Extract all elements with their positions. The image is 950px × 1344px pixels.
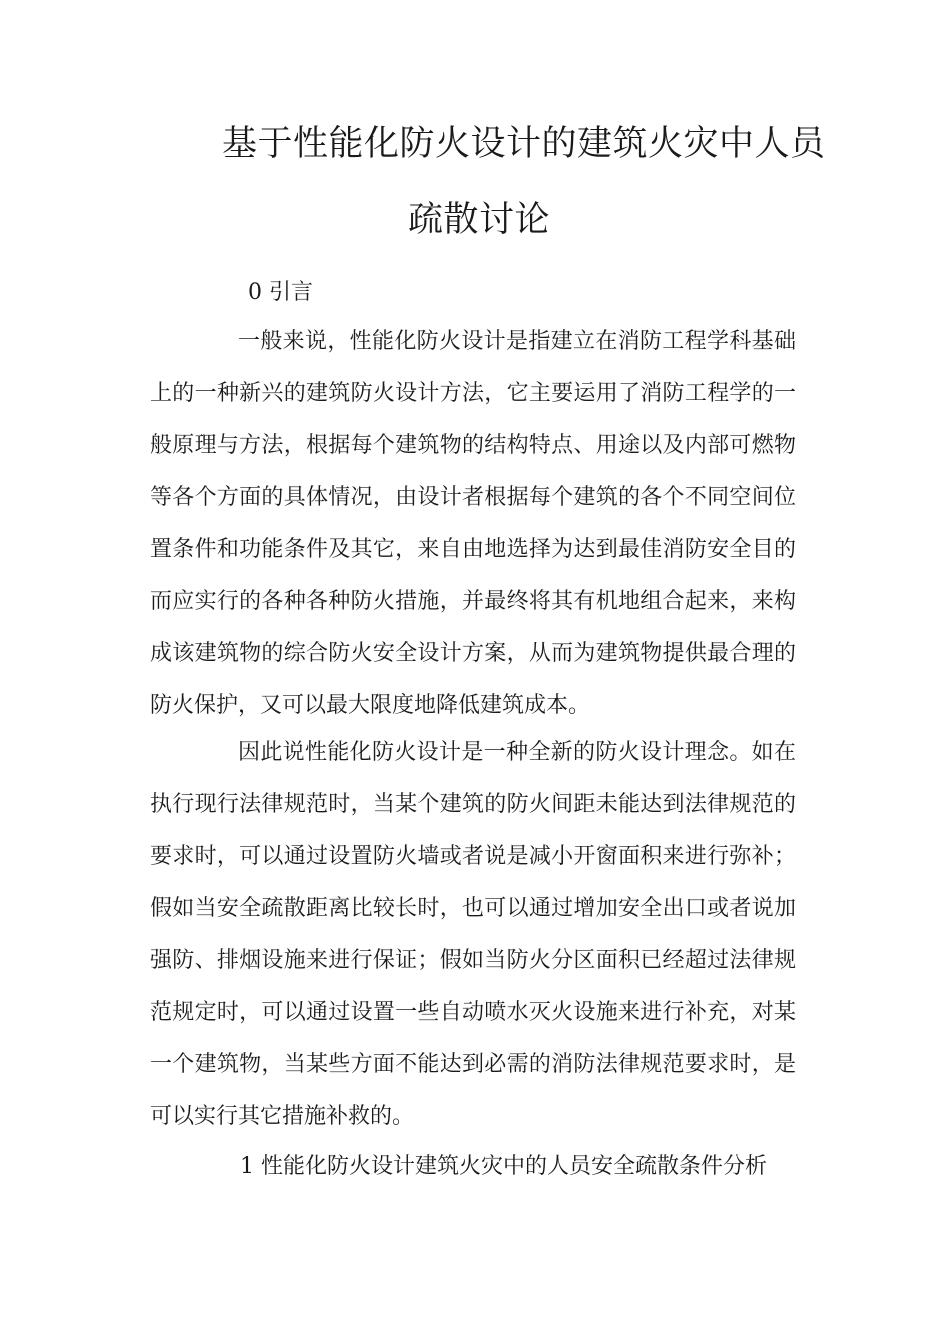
body-paragraph-2: 因此说性能化防火设计是一种全新的防火设计理念。如在执行现行法律规范时，当某个建筑的防火间距未能达到法律规范的要求时，可以通过设置防火墙或者说是减小开窗面积来进行弥补；假如当安全疏散距离比较长时，也可以通过增加安全出口或者说加强防、排烟设施来进行保证；假如当防火分区面积已经超过法律规范规定时，可以通过设置一些自动喷水灭火设施来进行补充，对某一个建筑物，当某些方面不能达到必需的消防法律规范要求时，是可以实行其它措施补救的。 <box>150 740 796 1129</box>
section-heading-introduction: 0 引言 <box>248 280 313 305</box>
body-paragraph-1: 一般来说，性能化防火设计是指建立在消防工程学科基础上的一种新兴的建筑防火设计方法，它主要运用了消防工程学的一般原理与方法，根据每个建筑物的结构特点、用途以及内部可燃物等各个方面的具体情况，由设计者根据每个建筑的各个不同空间位置条件和功能条件及其它，来自由地选择为达到最佳消防安全目的而应实行的各种各种防火措施，并最终将其有机地组合起来，来构成该建筑物的综合防火安全设计方案，从而为建筑物提供最合理的防火保护，又可以最大限度地降低建筑成本。 <box>150 329 796 718</box>
document-title-line-2: 疏散讨论 <box>408 200 551 240</box>
document-title-line-1: 基于性能化防火设计的建筑火灾中人员 <box>222 124 826 164</box>
section-heading-1: 1 性能化防火设计建筑火灾中的人员安全疏散条件分析 <box>240 1154 767 1179</box>
